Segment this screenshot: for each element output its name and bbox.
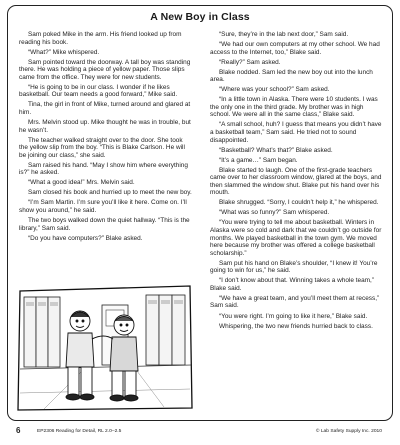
page-footer	[0, 427, 400, 439]
paragraph: Sam raised his hand. “May I show him where everything is?” he asked.	[19, 161, 188, 177]
paragraph: Whispering, the two new friends hurried back to class.	[219, 322, 373, 330]
story-column-left	[19, 31, 193, 245]
hallway-illustration	[14, 283, 196, 413]
paragraph: The teacher walked straight over to the door. She took the yellow slip from the boy. “This is Blake Carlson. He will be joining our class,” she said.	[19, 136, 185, 159]
paragraph: The two boys walked down the quiet hallway. “This is the library,” Sam said.	[19, 216, 190, 232]
page-number: 6	[16, 426, 21, 435]
paragraph: “We have a great team, and you’ll meet them at recess,” Sam said.	[210, 294, 380, 310]
paragraph: “A small school, huh? I guess that means you didn’t have a basketball team,” Sam said. He tried not to sound disappointed.	[210, 121, 382, 144]
copyright: © Lab Safety Supply Inc. 2010	[315, 428, 382, 434]
paragraph: Mrs. Melvin stood up. Mike thought he was in trouble, but he wasn’t.	[19, 118, 191, 134]
paragraph: Blake nodded. Sam led the new boy out into the lunch area.	[210, 68, 373, 84]
paragraph: “Where was your school?” Sam asked.	[219, 86, 330, 94]
product-code: EP2306 Reading for Detail, RL 2.0–2.5	[37, 428, 122, 434]
paragraph: “What a good idea!” Mrs. Melvin said.	[28, 179, 135, 187]
paragraph: “We had our own computers at my other school. We had access to the Internet, too,” Blake said.	[210, 41, 380, 56]
paragraph: “You were trying to tell me about basketball. Winters in Alaska were so cold and dark that we couldn’t go outside for months. We played basketball in the town gym. We moved here because my brother was offered a college basketball scholarship.”	[210, 219, 382, 257]
paragraph: “Really?” Sam asked.	[219, 58, 281, 66]
paragraph: “He is going to be in our class. I wonder if he likes basketball. Our team needs a good forward,” Mike said.	[19, 83, 178, 99]
paragraph: Tina, the girl in front of Mike, turned around and glared at him.	[19, 101, 191, 116]
story-column-right	[210, 31, 384, 333]
paragraph: Sam put his hand on Blake’s shoulder, “I knew it! You’re going to win for us,” he said.	[210, 259, 378, 275]
paragraph: Sam pointed toward the doorway. A tall boy was standing there. He was holding a piece of yellow paper. Those slips came from the office. They were for new students.	[19, 58, 191, 81]
paragraph: Sam poked Mike in the arm. His friend looked up from reading his book.	[19, 31, 182, 46]
story-title: A New Boy in Class	[150, 11, 250, 23]
paragraph: “It’s a game…” Sam began.	[219, 156, 298, 164]
paragraph: “Basketball? What’s that?” Blake asked.	[219, 146, 333, 154]
paragraph: “You were right. I’m going to like it here,” Blake said.	[219, 312, 368, 320]
paragraph: Blake started to laugh. One of the first-grade teachers came over to her classroom window, glared at the boys, and then slammed the window shut. Blake put his hand over his mouth.	[210, 166, 382, 197]
paragraph: “What?” Mike whispered.	[28, 48, 100, 56]
paragraph: “Do you have computers?” Blake asked.	[28, 234, 143, 242]
paragraph: “In a little town in Alaska. There were 10 students. I was the only one in the third grade. My brother was in high school. We were all in the same class,” Blake said.	[210, 96, 378, 119]
paragraph: Sam closed his book and hurried up to meet the new boy.	[28, 189, 192, 197]
paragraph: “I don’t know about that. Winning takes a whole team,” Blake said.	[210, 277, 374, 292]
paragraph: “Sure, they’re in the lab next door,” Sam said.	[219, 31, 349, 38]
paragraph: Blake shrugged. “Sorry, I couldn’t help it,” he whispered.	[219, 199, 379, 207]
paragraph: “I’m Sam Martin. I’m sure you’ll like it here. Come on. I’ll show you around,” he said.	[19, 199, 187, 214]
paragraph: “What was so funny?” Sam whispered.	[219, 209, 330, 217]
